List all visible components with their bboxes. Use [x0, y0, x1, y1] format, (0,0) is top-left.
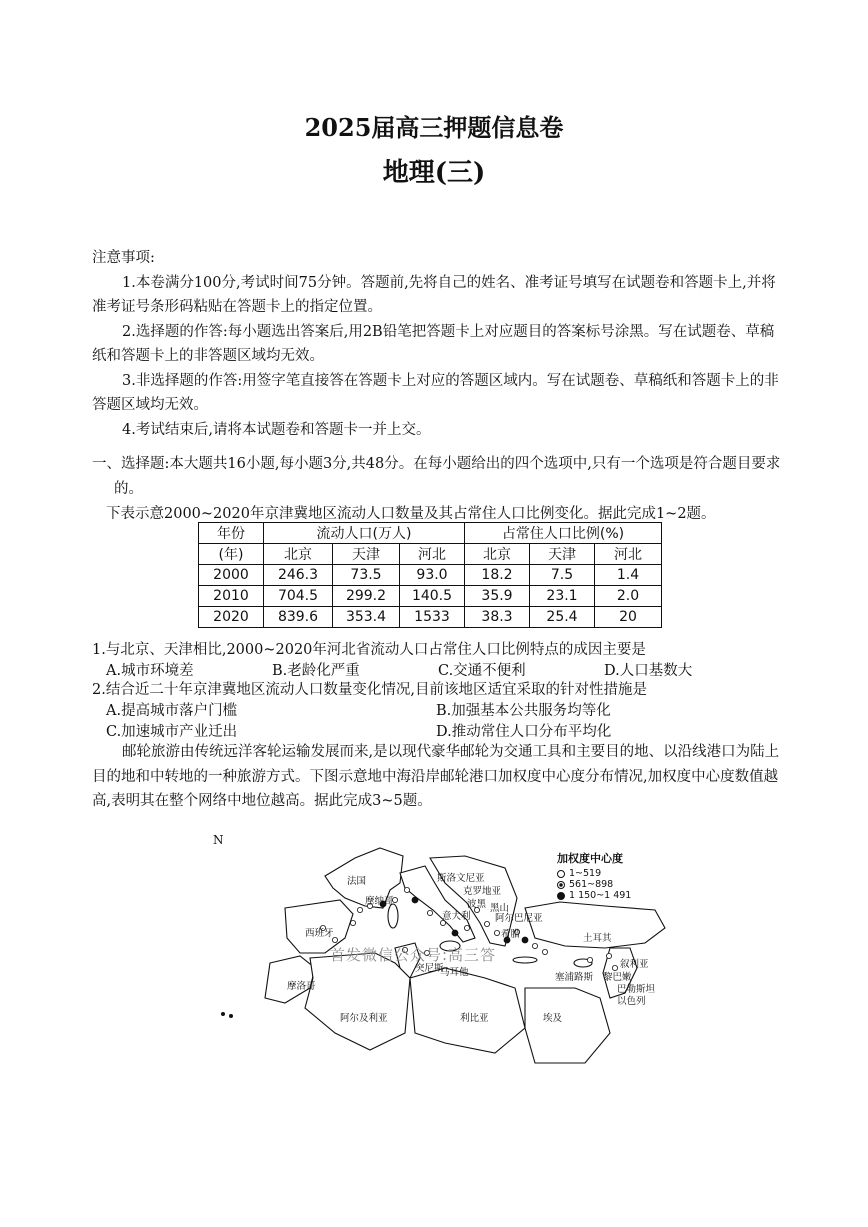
table-cell: 25.4 — [530, 607, 595, 628]
option-c: C.加速城市产业迁出 — [106, 724, 238, 740]
label-albania: 阿尔巴尼亚 — [495, 913, 543, 924]
label-morocco: 摩洛哥 — [287, 981, 316, 992]
label-croatia: 克罗地亚 — [463, 886, 502, 897]
table-cell: 2000 — [199, 565, 264, 586]
table-cell: 18.2 — [465, 565, 530, 586]
label-algeria: 阿尔及利亚 — [340, 1013, 388, 1024]
table-row — [199, 586, 662, 607]
option-b: B.加强基本公共服务均等化 — [436, 703, 611, 719]
medium-port-icon — [557, 881, 565, 889]
label-slovenia: 斯洛文尼亚 — [437, 873, 485, 884]
table-cell: 7.5 — [530, 565, 595, 586]
north-indicator: N — [213, 833, 224, 847]
label-syria: 叙利亚 — [620, 959, 649, 970]
table-row — [199, 565, 662, 586]
table-col-header: 北京 — [264, 544, 333, 565]
table-cell: 1533 — [400, 607, 465, 628]
table-cell: 353.4 — [333, 607, 400, 628]
exam-subtitle: 地理(三) — [382, 158, 486, 188]
table-cell: 2010 — [199, 586, 264, 607]
country-egypt — [525, 988, 610, 1063]
watermark: 首发微信公众号:高三答 — [330, 946, 497, 964]
label-italy: 意大利 — [442, 911, 471, 922]
legend-label: 1~519 — [569, 868, 602, 879]
legend-title: 加权度中心度 — [557, 852, 623, 865]
table-header-year-unit: (年) — [199, 544, 264, 565]
table-col-header: 北京 — [465, 544, 530, 565]
table-header-year: 年份 — [199, 523, 264, 544]
legend-label: 561~898 — [569, 879, 614, 890]
label-libya: 利比亚 — [460, 1013, 489, 1024]
question-stem: 1.与北京、天津相比,2000~2020年河北省流动人口占常住人口比例特点的成因主要是 — [92, 642, 646, 658]
option-c: C.交通不便利 — [438, 663, 526, 679]
table-col-header: 天津 — [333, 544, 400, 565]
legend-item — [557, 868, 631, 879]
table-cell: 73.5 — [333, 565, 400, 586]
label-israel: 以色列 — [617, 996, 646, 1007]
option-a: A.提高城市落户门槛 — [106, 703, 238, 719]
question-1 — [92, 640, 792, 682]
option-a: A.城市环境差 — [106, 663, 194, 679]
legend-item — [557, 890, 631, 901]
label-france: 法国 — [347, 876, 367, 887]
note-item: 1.本卷满分100分,考试时间75分钟。答题前,先将自己的姓名、准考证号填写在试题卷和答题卡上,并将准考证号条形码粘贴在答题卡上的指定位置。 — [92, 274, 776, 315]
table-cell: 20 — [595, 607, 662, 628]
label-palestine: 巴勒斯坦 — [617, 984, 656, 995]
table-cell: 140.5 — [400, 586, 465, 607]
label-tunisia: 突尼斯 — [415, 963, 444, 974]
notes-block — [92, 246, 780, 442]
table-cell: 38.3 — [465, 607, 530, 628]
label-greece: 希腊 — [501, 929, 521, 940]
country-algeria — [305, 953, 410, 1050]
option-b: B.老龄化严重 — [272, 663, 360, 679]
table-col-header: 河北 — [400, 544, 465, 565]
option-d: D.推动常住人口分布平均化 — [436, 724, 612, 740]
table-intro: 下表示意2000~2020年京津冀地区流动人口数量及其占常住人口比例变化。据此完成1~2题。 — [106, 506, 716, 522]
note-item: 3.非选择题的作答:用签字笔直接答在答题卡上对应的答题区域内。写在试题卷、草稿纸和答题卡上的非答题区域均无效。 — [92, 372, 779, 413]
table-col-header: 河北 — [595, 544, 662, 565]
note-item: 4.考试结束后,请将本试题卷和答题卡一并上交。 — [122, 421, 431, 438]
label-turkey: 土耳其 — [583, 933, 612, 944]
option-d: D.人口基数大 — [604, 663, 693, 679]
table-cell: 93.0 — [400, 565, 465, 586]
notes-heading: 注意事项: — [92, 250, 155, 266]
label-monaco: 摩纳哥 — [365, 896, 394, 907]
small-port-icon — [557, 870, 565, 878]
label-spain: 西班牙 — [305, 928, 334, 939]
question-2 — [92, 680, 792, 743]
table-cell: 23.1 — [530, 586, 595, 607]
map-legend — [557, 850, 631, 901]
table-row — [199, 607, 662, 628]
note-item: 2.选择题的作答:每小题选出答案后,用2B铅笔把答题卡上对应题目的答案标号涂黑。写在试题卷、草稿纸和答题卡上的非答题区域均无效。 — [92, 323, 775, 364]
label-montenegro: 黑山 — [490, 903, 510, 914]
table-header-group2: 占常住人口比例(%) — [465, 523, 662, 544]
label-lebanon: 黎巴嫩 — [603, 972, 632, 983]
table-cell: 704.5 — [264, 586, 333, 607]
section-heading — [92, 452, 782, 501]
label-malta: 马耳他 — [440, 967, 469, 978]
table-cell: 2020 — [199, 607, 264, 628]
exam-title: 2025届高三押题信息卷 — [304, 113, 564, 142]
table-col-header: 天津 — [530, 544, 595, 565]
section-heading-text: 一、选择题:本大题共16小题,每小题3分,共48分。在每小题给出的四个选项中,只有一个选项是符合题目要求的。 — [92, 456, 781, 497]
table-cell: 246.3 — [264, 565, 333, 586]
question-stem: 2.结合近二十年京津冀地区流动人口数量变化情况,目前该地区适宜采取的针对性措施是 — [92, 682, 647, 698]
table-cell: 35.9 — [465, 586, 530, 607]
table-header-group1: 流动人口(万人) — [264, 523, 465, 544]
label-bosnia: 波黑 — [467, 899, 487, 910]
map-intro: 邮轮旅游由传统远洋客轮运输发展而来,是以现代豪华邮轮为交通工具和主要目的地、以沿线港口为陆上目的地和中转地的一种旅游方式。下图示意地中海沿岸邮轮港口加权度中心度分布情况,加权度中心度数值越高,表明其在整个网络中地位越高。据此完成3~5题。 — [92, 744, 780, 809]
legend-label: 1 150~1 491 — [569, 890, 632, 901]
table-cell: 299.2 — [333, 586, 400, 607]
table-cell: 1.4 — [595, 565, 662, 586]
large-port-icon — [557, 892, 565, 900]
table-cell: 839.6 — [264, 607, 333, 628]
label-egypt: 埃及 — [543, 1013, 563, 1024]
table-cell: 2.0 — [595, 586, 662, 607]
label-cyprus: 塞浦路斯 — [555, 972, 594, 983]
population-table — [198, 522, 662, 628]
legend-item — [557, 879, 631, 890]
